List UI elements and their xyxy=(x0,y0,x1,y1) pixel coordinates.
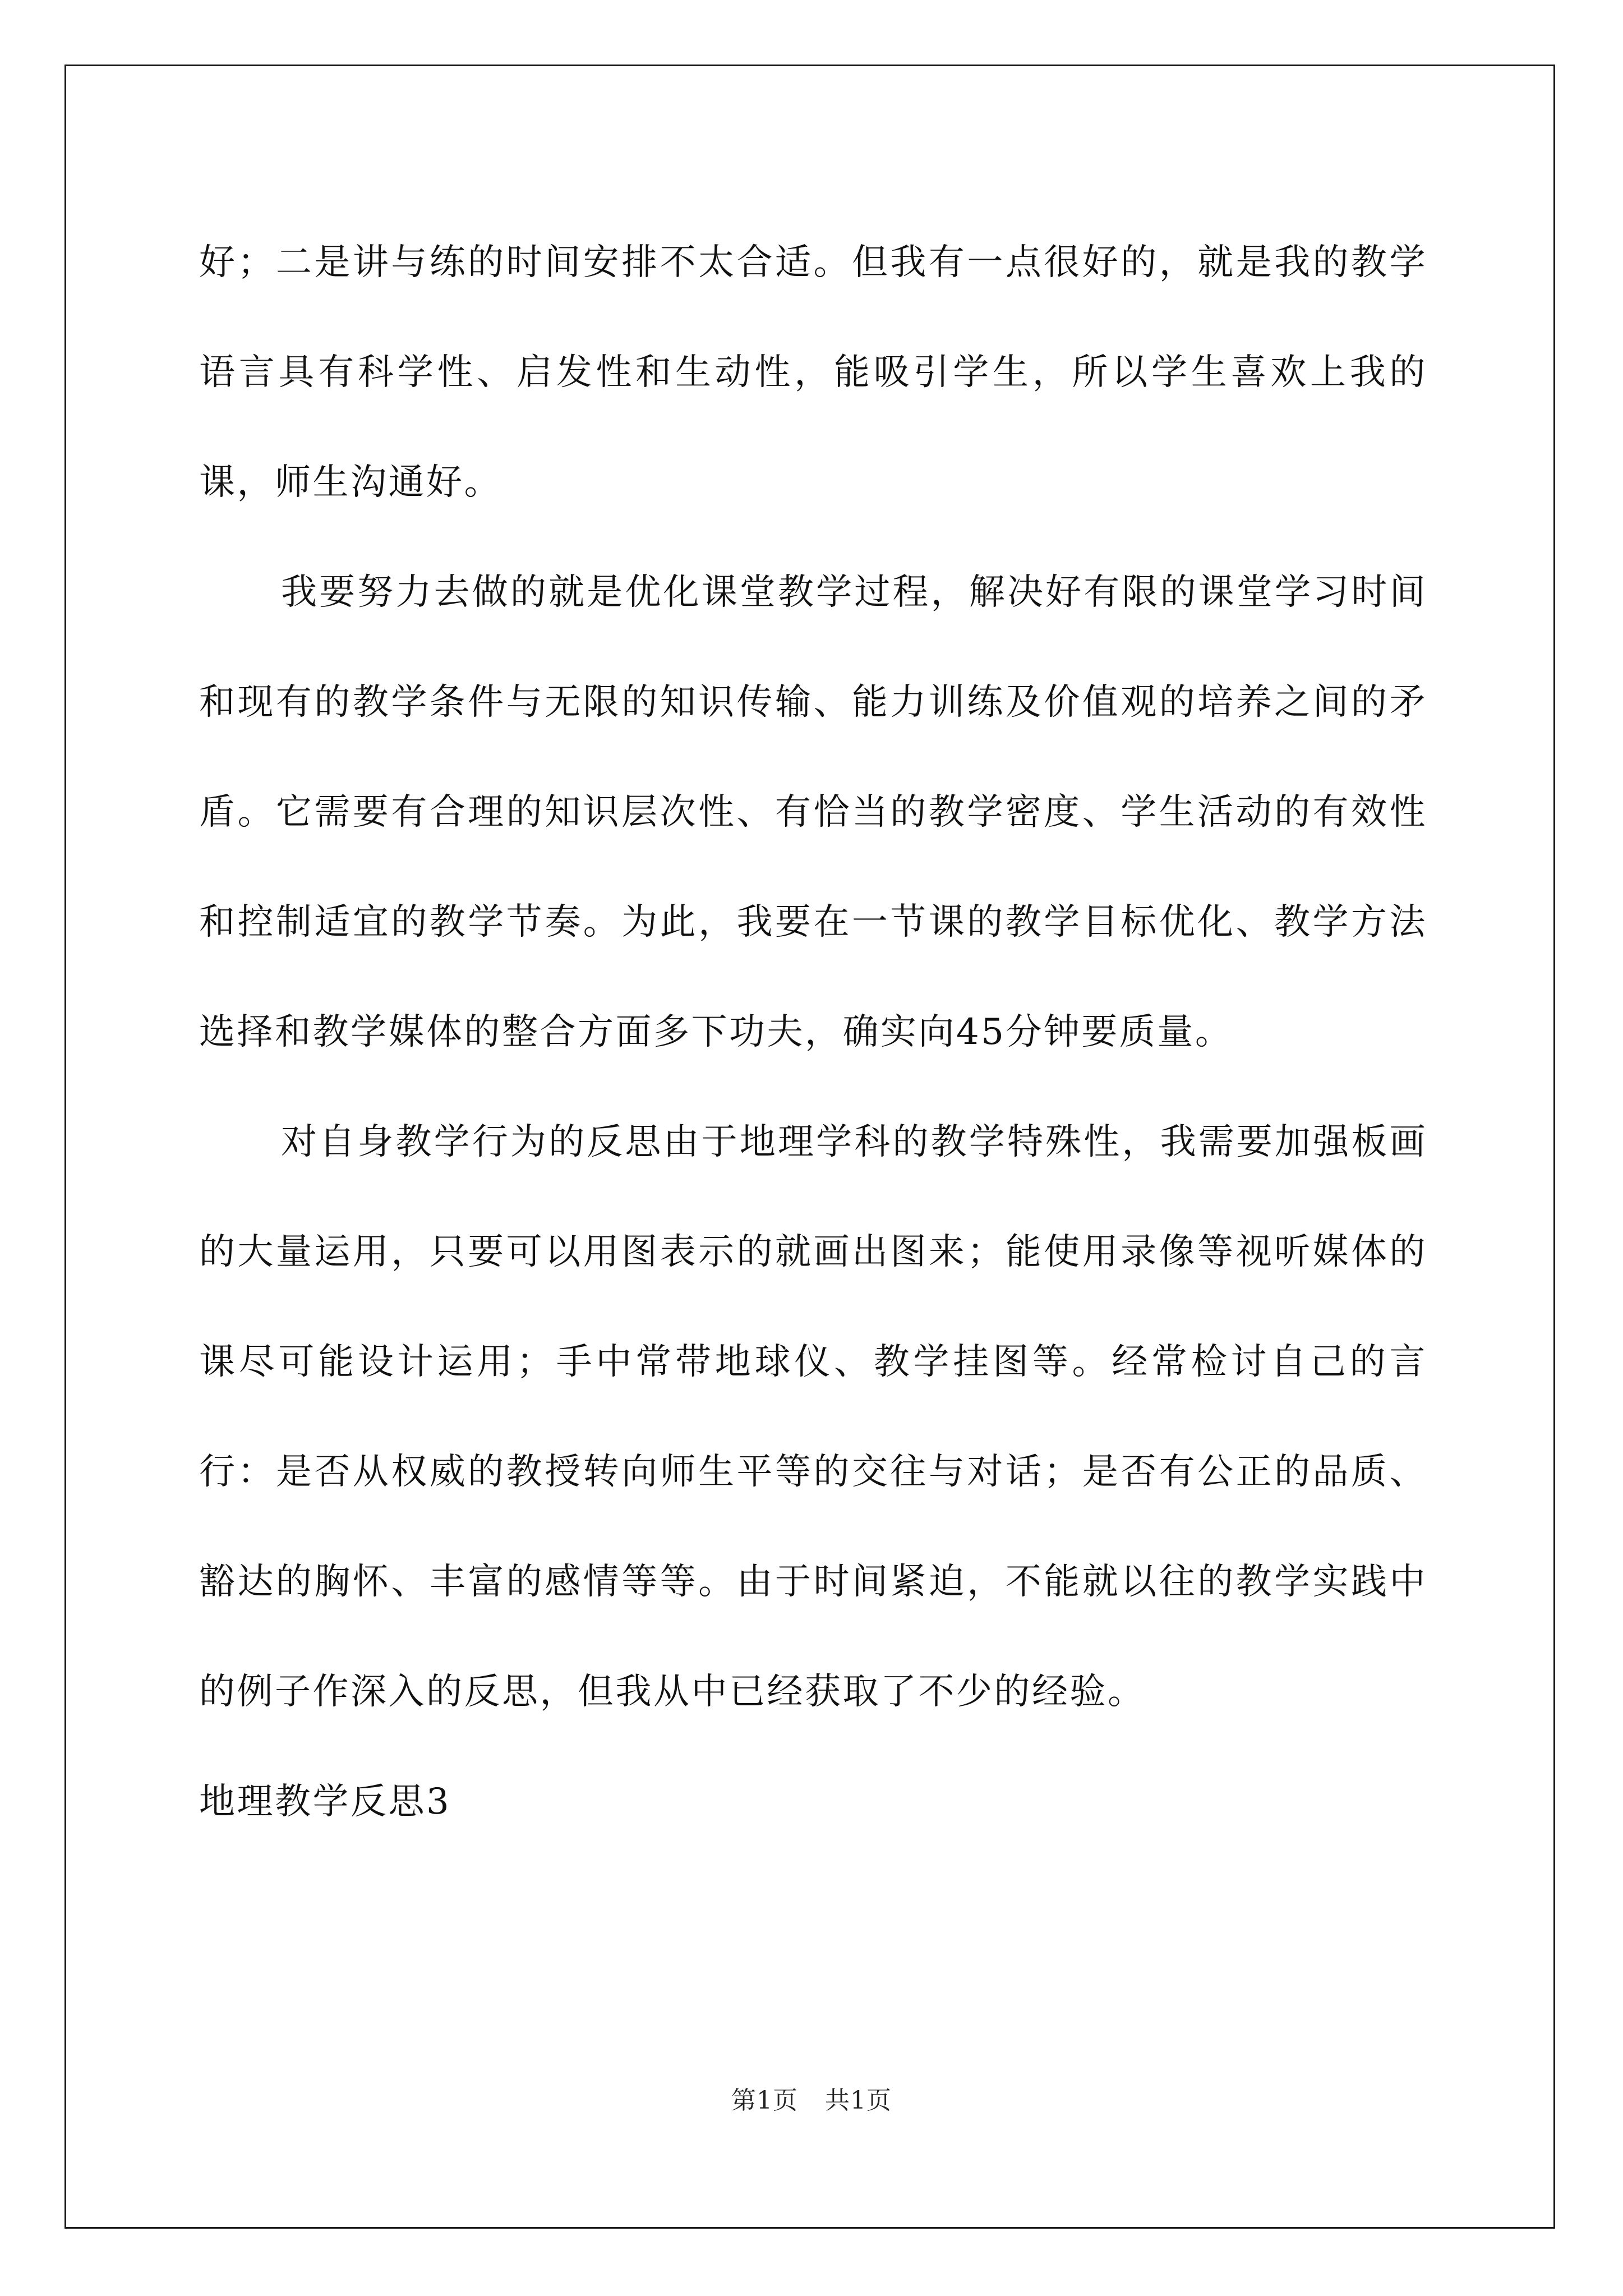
page-footer xyxy=(0,2080,1623,2116)
paragraph-continuation: 好；二是讲与练的时间安排不太合适。但我有一点很好的，就是我的教学语言具有科学性、启发性和生动性，能吸引学生，所以学生喜欢上我的课，师生沟通好。 xyxy=(199,242,1427,503)
paragraph-optimize-teaching: 我要努力去做的就是优化课堂教学过程，解决好有限的课堂学习时间和现有的教学条件与无限的知识传输、能力训练及价值观的培养之间的矛盾。它需要有合理的知识层次性、有恰当的教学密度、学生活动的有效性和控制适宜的教学节奏。为此，我要在一节课的教学目标优化、教学方法选择和教学媒体的整合方面多下功夫，确实向45分钟要质量。 xyxy=(199,572,1427,1053)
section-heading: 地理教学反思3 xyxy=(199,1781,451,1823)
document-body xyxy=(199,208,1427,1857)
page-number: 第1页 xyxy=(731,2086,798,2115)
paragraph-self-reflection: 对自身教学行为的反思由于地理学科的教学特殊性，我需要加强板画的大量运用，只要可以用图表示的就画出图来；能使用录像等视听媒体的课尽可能设计运用；手中常带地球仪、教学挂图等。经常检讨自己的言行：是否从权威的教授转向师生平等的交往与对话；是否有公正的品质、豁达的胸怀、丰富的感情等等。由于时间紧迫，不能就以往的教学实践中的例子作深入的反思，但我从中已经获取了不少的经验。 xyxy=(199,1121,1427,1713)
total-pages: 共1页 xyxy=(825,2086,892,2115)
